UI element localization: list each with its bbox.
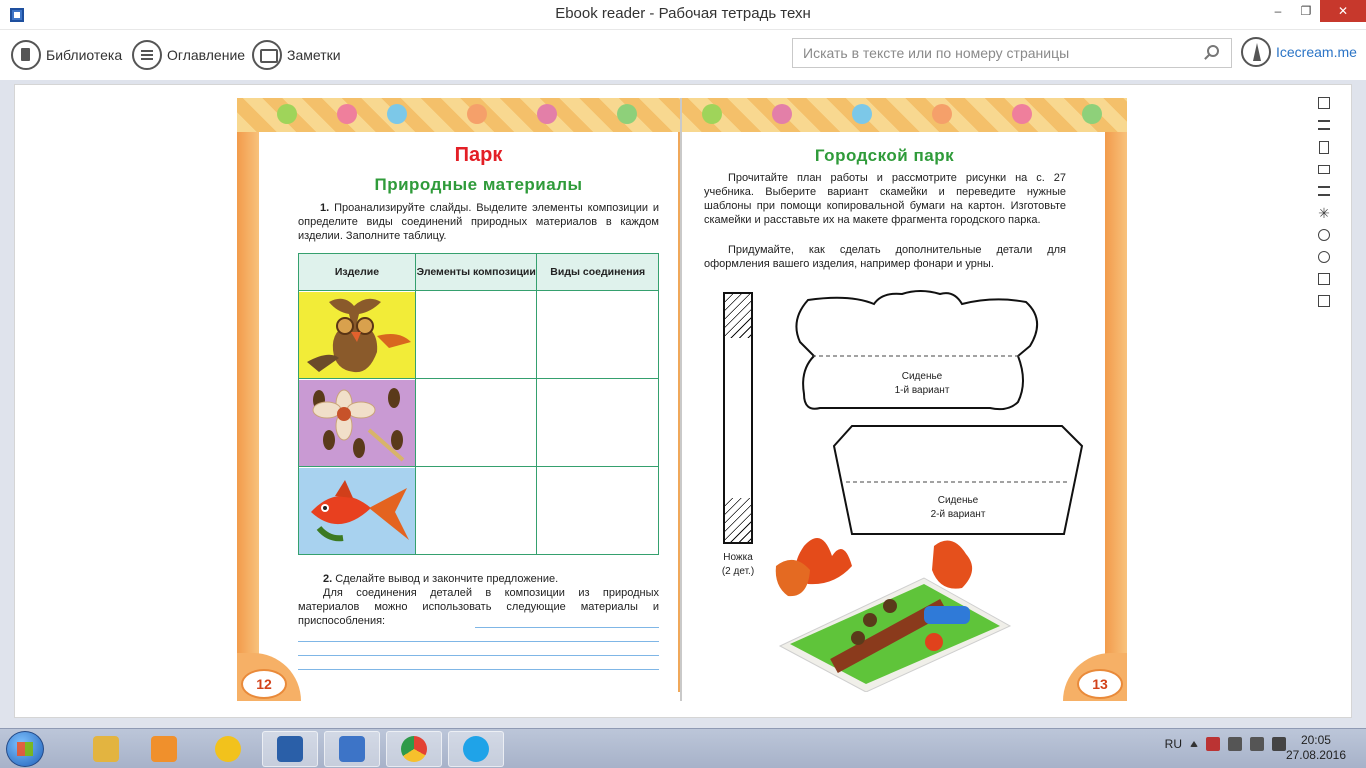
seat-1-variant: 1-й вариант [894,385,950,396]
seat-2-variant: 2-й вариант [930,509,986,520]
zoom-in-button[interactable] [1314,224,1334,246]
page-side-decoration [237,132,259,692]
clock-date: 27.08.2016 [1285,748,1346,762]
taskbar-app-archicad[interactable] [200,731,256,767]
task-2-number: 2. [323,573,333,585]
skype-icon [463,736,489,762]
taskbar-app-media-player[interactable] [136,731,192,767]
page-title: Парк [454,144,503,166]
zoom-out-icon [1318,251,1330,263]
minimize-button[interactable]: ‒ [1274,4,1282,18]
brightness-button[interactable] [1314,202,1334,224]
close-button[interactable]: ✕ [1320,0,1366,22]
language-indicator[interactable]: RU [1164,737,1182,751]
page-number: 12 [241,669,287,699]
page-header-decoration [237,98,680,132]
table-cell-empty[interactable] [537,291,659,379]
brand-link[interactable] [1241,37,1357,67]
library-button[interactable] [11,39,122,71]
search-box [792,38,1232,68]
task-2-line: Сделайте вывод и закончите предложение. [335,573,559,585]
library-icon [11,40,41,70]
answer-line[interactable] [475,627,659,628]
page-13 [682,98,1127,701]
window-title: Ebook reader - Рабочая тетрадь техн [555,5,811,22]
table-cell-empty[interactable] [415,379,537,467]
table-row [299,467,659,555]
title-bar [0,0,1366,30]
owl-craft-image [299,292,415,378]
brand-label: Icecream.me [1276,44,1357,60]
page-subtitle: Природные материалы [374,175,583,194]
zoom-in-icon [1318,229,1330,241]
table-cell-empty[interactable] [537,379,659,467]
brightness-icon: ✳ [1318,205,1330,221]
fit-page-icon [1318,273,1330,285]
table-row [299,291,659,379]
taskbar-app-skype[interactable] [448,731,504,767]
contents-icon [1318,120,1330,130]
leg-template [723,292,753,544]
table-cell-fish [299,467,416,555]
flower-craft-image [299,380,415,466]
contents-button[interactable] [132,39,245,71]
maximize-button[interactable]: ❐ [1300,4,1312,18]
contents-label: Оглавление [167,47,246,63]
answer-line[interactable] [298,655,659,656]
contents-icon [132,40,162,70]
fullscreen-icon [1318,97,1330,109]
comment-button[interactable] [1314,158,1334,180]
bookmark-icon [1319,141,1329,154]
contents-rail-button[interactable] [1314,114,1334,136]
actual-size-icon [1318,295,1330,307]
library-label: Библиотека [46,47,123,63]
icecream-logo-icon [1241,37,1271,67]
task-2 [298,572,659,586]
table-header-product: Изделие [299,254,416,291]
comment-icon [1318,165,1330,174]
folder-icon [93,736,119,762]
analysis-table [298,253,659,555]
window-controls [1264,0,1366,24]
search-icon[interactable] [1207,45,1219,57]
taskbar-app-chrome[interactable] [386,731,442,767]
taskbar-app-ebook-reader[interactable] [324,731,380,767]
park-model-photo [774,526,1014,692]
clock-time: 20:05 [1300,733,1331,747]
page-side-decoration [1105,132,1127,692]
table-header-joints: Виды соединения [537,254,659,291]
fish-craft-image [299,468,415,554]
bookmark-button[interactable] [1314,136,1334,158]
table-cell-empty[interactable] [537,467,659,555]
fit-page-button[interactable] [1314,268,1334,290]
task-1-text: Проанализируйте слайды. Выделите элементы композиции и определите виды соединений природных материалов в каждом изделии. Заполните таблицу. [298,202,659,242]
task-2-text: Для соединения деталей в композиции из природных материалов можно использовать следующие материалы и приспособления: [298,587,659,627]
toolbar [0,30,1366,80]
table-cell-empty[interactable] [415,467,537,555]
book-spread [237,98,1127,701]
table-cell-empty[interactable] [415,291,537,379]
seat-1-label: Сиденье [901,371,943,382]
start-button[interactable] [6,731,44,767]
system-tray [1165,737,1286,751]
ebook-reader-icon [339,736,365,762]
taskbar-app-file-explorer[interactable] [78,731,134,767]
page-header-decoration [682,98,1127,132]
notes-icon [252,40,282,70]
view-tools-rail [1314,92,1334,312]
notes-label: Заметки [287,47,341,63]
table-header-elements: Элементы композиции [415,254,537,291]
instructions-text: Прочитайте план работы и рассмотрите рисунки на с. 27 учебника. Выберите вариант скамейки и переведите нужные шаблоны при помощи копировальной бумаги на картон. Изготовьте скамейки и расставьте их на макете фрагмента городского парка. [704,172,1066,226]
task-1 [298,201,659,243]
archicad-icon [215,736,241,762]
table-cell-owl [299,291,416,379]
actual-size-button[interactable] [1314,290,1334,312]
leg-count: (2 дет.) [721,566,755,577]
table-row [299,379,659,467]
table-cell-flower [299,379,416,467]
taskbar [0,728,1366,768]
chrome-icon [401,736,427,762]
page-title: Городской парк [814,146,955,165]
list-icon [1318,186,1330,196]
battery-icon[interactable] [1228,737,1242,751]
flag-icon[interactable] [1206,737,1220,751]
leg-label: Ножка [723,552,753,563]
zoom-out-button[interactable] [1314,246,1334,268]
notes-button[interactable] [252,39,341,71]
network-icon[interactable] [1250,737,1264,751]
page-12 [237,98,680,701]
list-button[interactable] [1314,180,1334,202]
tray-expand-icon[interactable] [1190,741,1198,747]
search-input[interactable] [793,39,1193,67]
answer-line[interactable] [298,641,659,642]
fullscreen-button[interactable] [1314,92,1334,114]
seat-2-label: Сиденье [937,495,979,506]
page-number: 13 [1077,669,1123,699]
task-1-number: 1. [320,202,330,214]
word-icon [277,736,303,762]
media-player-icon [151,736,177,762]
clock[interactable] [1286,733,1346,763]
instructions-text-2: Придумайте, как сделать дополнительные детали для оформления вашего изделия, например фонари и урны. [704,244,1066,270]
answer-line[interactable] [298,669,659,670]
volume-icon[interactable] [1272,737,1286,751]
taskbar-app-word[interactable] [262,731,318,767]
